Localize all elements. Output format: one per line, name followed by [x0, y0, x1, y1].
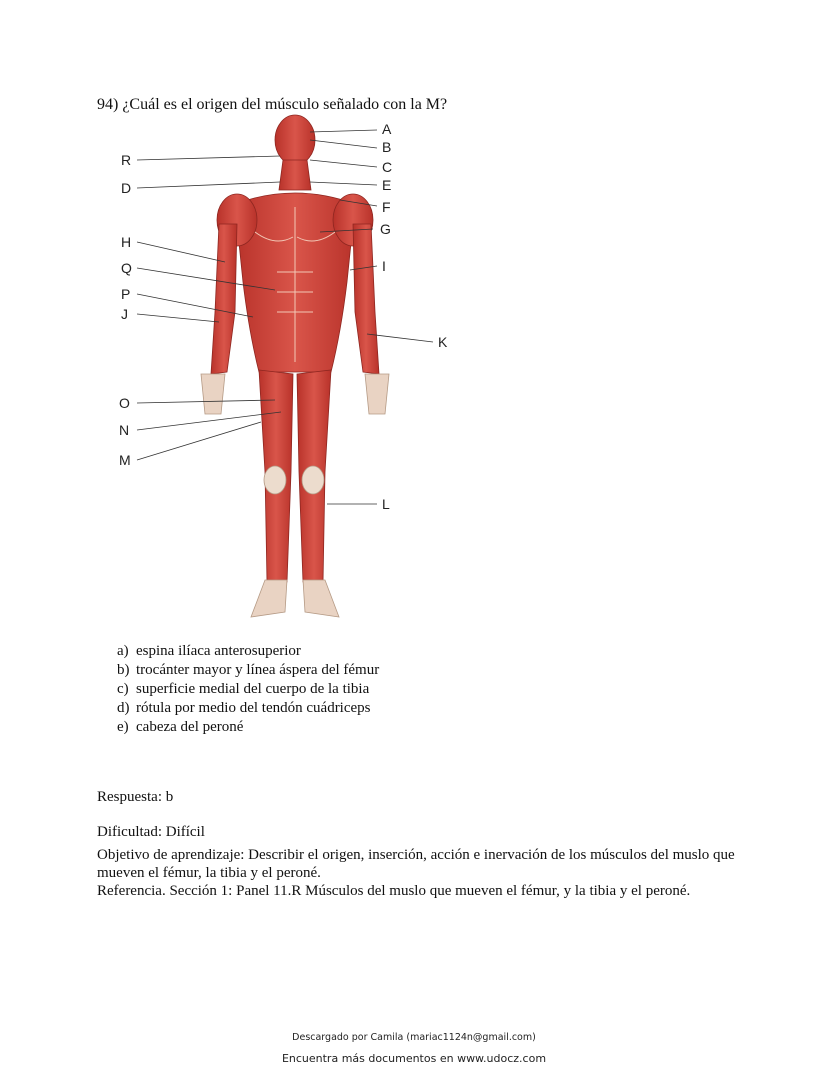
reference-text: Referencia. Sección 1: Panel 11.R Músculos del muslo que mueven el fémur, y la tibia y el peroné.: [97, 883, 691, 899]
footer-more-docs: Encuentra más documentos en www.udocz.com: [281, 1052, 547, 1065]
objective-text: Objetivo de aprendizaje: Describir el origen, inserción, acción e inervación de los músculos del muslo que mueven el fémur, la tibia y el peroné.: [97, 847, 735, 881]
muscle-anatomy-figure: [105, 112, 465, 627]
objective-block: [97, 846, 737, 900]
label-l: L: [382, 496, 390, 512]
label-o: O: [119, 395, 130, 411]
label-m: M: [119, 452, 131, 468]
label-g: G: [380, 221, 391, 237]
footer-downloaded-by: Descargado por Camila (mariac1124n@gmail.com): [292, 1032, 536, 1043]
label-e: E: [382, 177, 392, 193]
option-c: c) superficie medial del cuerpo de la tibia: [117, 681, 370, 697]
label-f: F: [382, 199, 391, 215]
label-k: K: [438, 334, 448, 350]
label-p: P: [121, 286, 131, 302]
label-b: B: [382, 139, 392, 155]
label-a: A: [382, 121, 392, 137]
answer-options: [117, 642, 379, 737]
label-c: C: [382, 159, 393, 175]
option-e: e) cabeza del peroné: [117, 719, 244, 735]
label-d: D: [121, 180, 132, 196]
body-figure: [201, 115, 392, 617]
muscle-diagram-svg: [105, 112, 465, 627]
label-j: J: [121, 306, 128, 322]
difficulty-text: Dificultad: Difícil: [97, 824, 205, 840]
label-n: N: [119, 422, 130, 438]
question-title: 94) ¿Cuál es el origen del músculo señalado con la M?: [97, 96, 448, 113]
option-b: b) trocánter mayor y línea áspera del fémur: [117, 662, 380, 678]
label-h: H: [121, 234, 132, 250]
label-q: Q: [121, 260, 132, 276]
label-r: R: [121, 152, 132, 168]
option-d: d) rótula por medio del tendón cuádriceps: [117, 700, 371, 716]
answer-text: Respuesta: b: [97, 789, 174, 805]
label-i: I: [382, 258, 386, 274]
option-a: a) espina ilíaca anterosuperior: [117, 643, 301, 659]
